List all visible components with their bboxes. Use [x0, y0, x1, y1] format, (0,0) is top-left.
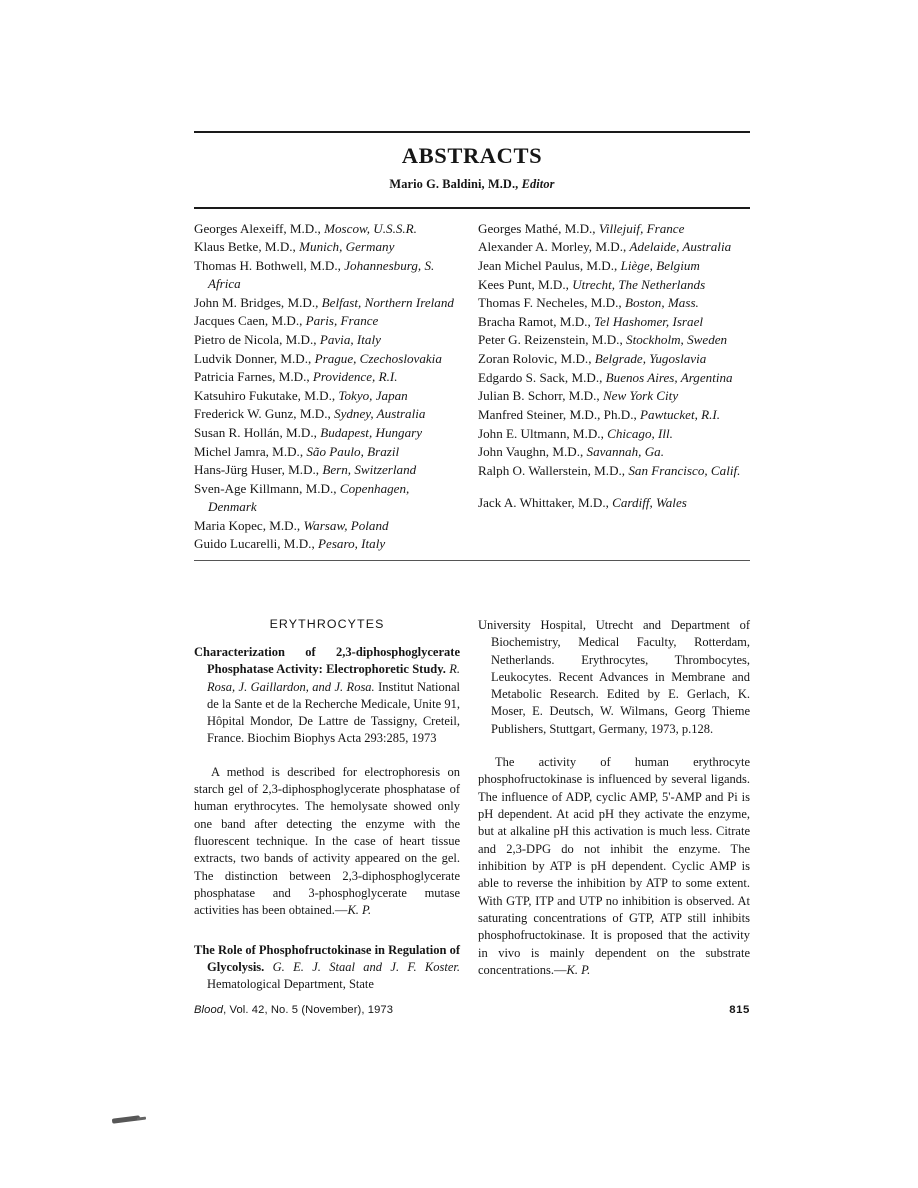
board-entry [478, 387, 750, 405]
board-member-location: Belfast, Northern Ireland [321, 294, 454, 310]
abstract-2-signature: K. P. [566, 962, 591, 977]
board-member-name: Maria Kopec, M.D., [194, 517, 304, 533]
abstract-2-header [194, 942, 460, 994]
board-member-name: Katsuhiro Fukutake, M.D., [194, 387, 339, 403]
abstracts-column-right [478, 617, 750, 994]
board-entry [478, 406, 750, 424]
section-heading-erythrocytes: ERYTHROCYTES [269, 616, 385, 631]
board-member-name: Peter G. Reizenstein, M.D., [478, 332, 627, 348]
board-member-location: Pavia, Italy [319, 331, 381, 347]
abstract-2-body-text: The activity of human erythrocyte phosphofructokinase is influenced by several ligands. The influence of ADP, cyclic AMP, 5'-AMP and Pi is pH dependent. At acid pH they activate the enzyme, but at alkaline pH this activation is much less. Citrate and 2,3-DPG do not inhibit the enzyme. The inhibition by ATP is pH dependent. Cyclic AMP is able to reverse the inhibition by ATP to some extent. With GTP, ITP and UTP no inhibition is observed. At saturating concentrations of GTP, ATP still inhibits phosphofructokinase. It is proposed that the activity in vivo is mainly dependent on the substrate concentrations.— [478, 755, 750, 977]
board-member-location: Pawtucket, R.I. [640, 406, 721, 422]
board-member-location: Providence, R.I. [312, 369, 398, 385]
editor-name: Mario G. Baldini, M.D., [389, 176, 522, 191]
board-member-name: Thomas F. Necheles, M.D., [478, 295, 625, 311]
board-entry [194, 405, 459, 423]
editor-line [194, 177, 750, 192]
editor-role: Editor [521, 176, 555, 191]
page-content [194, 131, 750, 994]
abstract-1-signature: K. P. [347, 903, 372, 918]
board-entry [478, 276, 750, 294]
board-entry [478, 220, 750, 238]
abstract-1-header [194, 644, 460, 748]
masthead [194, 133, 750, 207]
board-entry [478, 331, 750, 349]
board-entry [194, 331, 459, 349]
board-member-location: San Francisco, Calif. [628, 462, 741, 478]
abstract-1-authors: R. Rosa, J. Gaillardon, and J. Rosa. [207, 662, 460, 694]
board-entry [478, 369, 750, 387]
board-member-location: Warsaw, Poland [303, 517, 389, 533]
board-entry [194, 312, 459, 330]
board-member-name: Ralph O. Wallerstein, M.D., [478, 462, 629, 478]
abstract-1-body [194, 764, 460, 920]
board-member-name: Bracha Ramot, M.D., [478, 313, 595, 329]
abstract-2-affiliation-start: Hematological Department, State [207, 977, 374, 992]
board-member-name: Edgardo S. Sack, M.D., [478, 369, 606, 385]
board-member-location: Johannesburg, S. Africa [208, 257, 435, 291]
board-entry [194, 517, 459, 535]
board-entry [194, 368, 459, 386]
board-entry [194, 257, 459, 293]
page-footer [194, 1004, 750, 1016]
board-entry [194, 387, 459, 405]
board-member-name: Frederick W. Gunz, M.D., [194, 406, 335, 422]
abstract-2-affiliation: University Hospital, Utrecht and Department of Biochemistry, Medical Faculty, Rotterdam, Netherlands. Erythrocytes, Thrombocytes, Leukocytes. Recent Advances in Membrane and Metabolic Research. Edited by E. Gerlach, K. Moser, E. Deutsch, W. Wilmans, Georg Thieme Publishers, Stuttgart, Germany, 1973, p.128. [478, 617, 750, 736]
board-entry [194, 220, 459, 238]
board-member-name: Georges Alexeiff, M.D., [194, 220, 325, 236]
board-member-location: Adelaide, Australia [629, 239, 732, 255]
board-column-left [194, 220, 459, 554]
board-entry [194, 480, 459, 516]
board-entry [194, 443, 459, 461]
footer-citation [194, 1004, 393, 1016]
page-title: ABSTRACTS [401, 143, 543, 168]
board-member-location: Moscow, U.S.S.R. [324, 220, 417, 236]
abstract-1-affiliation: Institut National de la Sante et de la Recherche Medicale, Unite 91, Hôpital Mondor, De Lattre de Tassigny, Creteil, France. Biochim Biophys Acta 293:285, 1973 [207, 679, 460, 746]
board-member-location: São Paulo, Brazil [306, 443, 400, 459]
board-entry [478, 494, 750, 512]
board-member-name: Jack A. Whittaker, M.D., [478, 495, 613, 511]
board-entry [478, 238, 750, 256]
board-entry [194, 350, 459, 368]
board-member-location: Cardiff, Wales [612, 495, 687, 511]
board-member-name: Alexander A. Morley, M.D., [478, 239, 630, 255]
footer-volume-info: , Vol. 42, No. 5 (November), 1973 [223, 1004, 394, 1016]
board-member-name: Pietro de Nicola, M.D., [194, 331, 320, 347]
board-member-name: Guido Lucarelli, M.D., [194, 536, 319, 552]
board-member-location: Stockholm, Sweden [626, 332, 728, 348]
board-member-location: Boston, Mass. [624, 295, 699, 311]
abstract-1-body-text: A method is described for electrophoresis on starch gel of 2,3-diphosphoglycerate phosphatase of human erythrocytes. The hemolysate showed only one band after detecting the enzyme with the fluorescent technique. In the case of heart tissue extracts, two bands of activity appeared on the gel. The distinction between 2,3-diphosphoglycerate phosphatase and 3-phosphoglycerate mutase activities has been obtained.— [194, 764, 460, 918]
scan-artifact-smudge [112, 1115, 140, 1123]
board-member-name: Manfred Steiner, M.D., Ph.D., [478, 406, 641, 422]
board-member-name: Jacques Caen, M.D., [194, 313, 306, 329]
board-entry [194, 424, 459, 442]
abstract-2-title: The Role of Phosphofructokinase in Regulation of Glycolysis. [194, 942, 460, 974]
board-member-location: Buenos Aires, Argentina [605, 369, 733, 385]
board-entry [478, 257, 750, 275]
board-member-name: John Vaughn, M.D., [478, 444, 587, 460]
board-member-location: Belgrade, Yugoslavia [594, 351, 707, 366]
board-member-name: Sven-Age Killmann, M.D., [194, 480, 340, 496]
board-spacer [478, 480, 750, 494]
abstract-2-authors: G. E. J. Staal and J. F. Koster. [272, 959, 460, 974]
board-member-name: Zoran Rolovic, M.D., [478, 351, 595, 366]
board-member-name: Hans-Jürg Huser, M.D., [194, 462, 323, 478]
board-entry [194, 461, 459, 479]
board-member-location: Budapest, Hungary [320, 425, 423, 440]
board-member-name: John E. Ultmann, M.D., [478, 425, 608, 441]
board-member-name: Julian B. Schorr, M.D., [478, 388, 603, 404]
board-entry [478, 443, 750, 461]
board-member-name: Ludvik Donner, M.D., [194, 350, 315, 366]
board-entry [478, 462, 750, 480]
board-member-location: Savannah, Ga. [586, 444, 664, 460]
board-member-location: Pesaro, Italy [318, 536, 386, 552]
board-member-location: Copenhagen, Denmark [208, 480, 410, 514]
board-entry [478, 425, 750, 443]
board-member-location: Liège, Belgium [620, 257, 700, 273]
abstract-2-affiliation-continued [478, 617, 750, 738]
editorial-board [194, 209, 750, 560]
board-member-name: Thomas H. Bothwell, M.D., [194, 257, 345, 273]
board-member-name: Georges Mathé, M.D., [478, 220, 599, 236]
rule-under-board [194, 560, 750, 561]
board-member-name: John M. Bridges, M.D., [194, 294, 322, 310]
abstract-1-title: Characterization of 2,3-diphosphoglycerate Phosphatase Activity: Electrophoretic Study. [194, 644, 460, 677]
board-member-name: Patricia Farnes, M.D., [194, 369, 313, 385]
board-member-location: Sydney, Australia [334, 406, 426, 422]
board-member-location: Villejuif, France [598, 220, 685, 236]
journal-name: Blood [194, 1004, 224, 1016]
board-entry [478, 313, 750, 331]
board-member-location: Munich, Germany [299, 239, 395, 255]
board-member-location: Bern, Switzerland [322, 462, 417, 478]
board-member-location: Chicago, Ill. [607, 425, 673, 441]
board-entry [194, 238, 459, 256]
board-member-name: Klaus Betke, M.D., [194, 239, 300, 255]
abstract-2-body [478, 754, 750, 979]
board-member-location: Utrecht, The Netherlands [572, 276, 706, 292]
board-entry [194, 294, 459, 312]
abstract-spacer [194, 920, 460, 942]
abstracts-section [194, 617, 750, 994]
board-member-name: Michel Jamra, M.D., [194, 443, 307, 459]
board-member-location: New York City [602, 388, 679, 404]
board-entry [478, 350, 750, 368]
board-member-location: Prague, Czechoslovakia [314, 350, 442, 366]
board-member-location: Paris, France [305, 313, 379, 329]
board-member-location: Tel Hashomer, Israel [594, 313, 704, 329]
board-entry [194, 535, 459, 553]
board-entry [478, 294, 750, 312]
board-member-name: Kees Punt, M.D., [478, 276, 573, 292]
board-member-name: Susan R. Hollán, M.D., [194, 425, 321, 440]
board-member-name: Jean Michel Paulus, M.D., [478, 257, 621, 273]
board-member-location: Tokyo, Japan [338, 387, 408, 403]
page-number: 815 [729, 1004, 750, 1016]
board-column-right [478, 220, 750, 554]
abstracts-column-left [194, 617, 460, 994]
